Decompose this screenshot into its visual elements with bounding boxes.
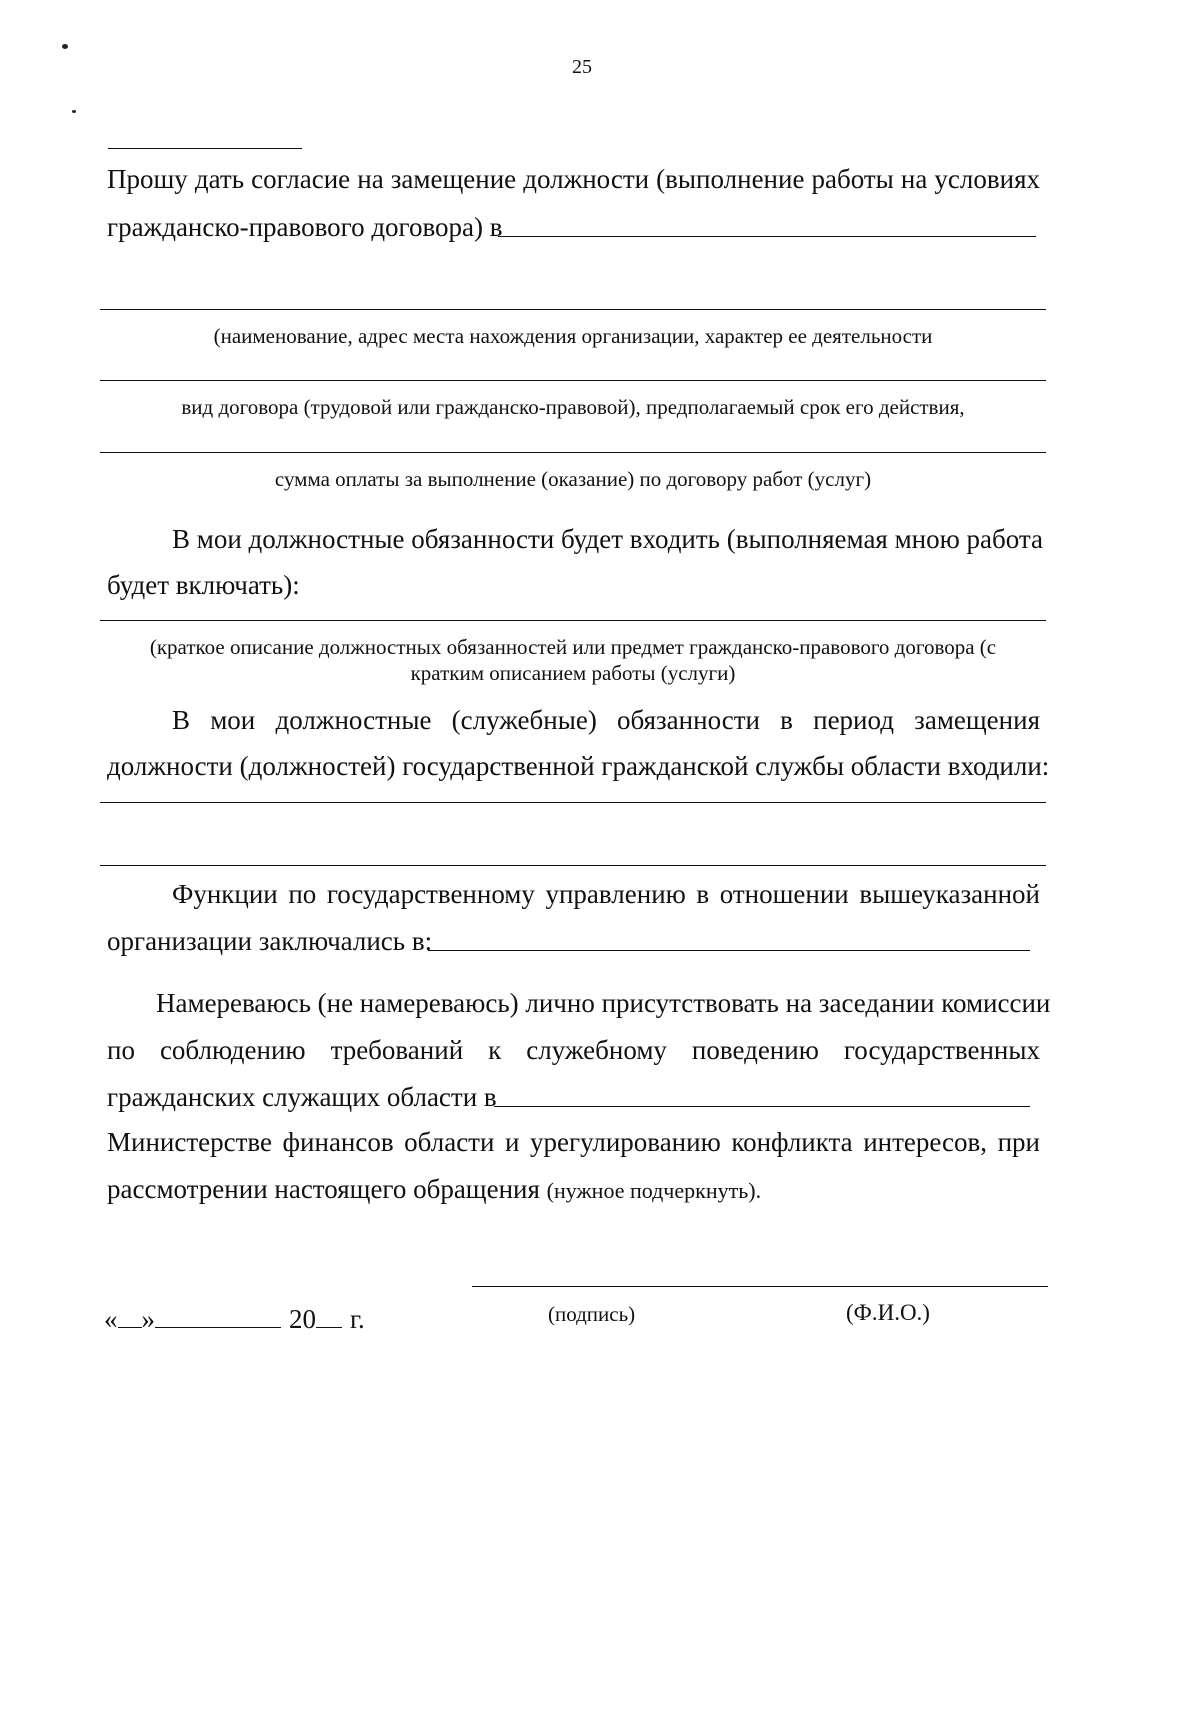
year-blank[interactable] xyxy=(316,1305,342,1328)
duties-line-1: В мои должностные обязанности будет входить (выполняемая мною работа xyxy=(172,524,1044,554)
caption-organization: (наименование, адрес места нахождения организации, характер ее деятельности xyxy=(213,324,933,348)
page-number: 25 xyxy=(572,56,592,78)
request-line-1: Прошу дать согласие на замещение должности (выполнение работы на условиях xyxy=(107,164,1040,194)
duties-blank[interactable] xyxy=(100,620,1046,621)
caption-duties-1: (краткое описание должностных обязанностей или предмет гражданско-правового договора (с xyxy=(149,635,997,659)
intent-line-5-main: рассмотрении настоящего обращения xyxy=(107,1174,540,1204)
caption-payment: сумма оплаты за выполнение (оказание) по договору работ (услуг) xyxy=(274,467,872,491)
past-duties-line-2: должности (должностей) государственной гражданской службы области входили: xyxy=(107,751,1050,781)
intent-line-4: Министерстве финансов области и урегулированию конфликта интересов, при xyxy=(107,1127,1040,1157)
request-line-2-text: гражданско-правового договора) в xyxy=(107,212,503,242)
day-blank[interactable] xyxy=(118,1305,142,1328)
year-prefix: 20 xyxy=(289,1304,316,1334)
organization-blank[interactable] xyxy=(498,236,1036,237)
quote-open: « xyxy=(104,1304,118,1334)
date-line xyxy=(104,1302,365,1336)
month-blank[interactable] xyxy=(155,1305,281,1328)
caption-contract: вид договора (трудовой или гражданско-правовой), предполагаемый срок его действия, xyxy=(181,395,965,419)
request-line-2 xyxy=(107,210,1040,244)
intent-line-5 xyxy=(107,1172,761,1208)
duties-line-2: будет включать): xyxy=(107,570,300,600)
name-label: (Ф.И.О.) xyxy=(846,1300,930,1325)
past-duties-blank-1[interactable] xyxy=(100,802,1046,803)
functions-line-2: организации заключались в: xyxy=(107,926,433,956)
intent-line-3: гражданских служащих области в xyxy=(107,1082,497,1112)
intent-line-1: Намереваюсь (не намереваюсь) лично присутствовать на заседании комиссии xyxy=(156,988,1051,1018)
intent-line-5-note: (нужное подчеркнуть). xyxy=(546,1178,762,1203)
scan-speck xyxy=(62,44,68,49)
signature-blank[interactable] xyxy=(472,1286,1048,1287)
intent-line-2: по соблюдению требований к служебному поведению государственных xyxy=(107,1035,1040,1065)
organization-details-blank[interactable] xyxy=(100,309,1046,310)
top-short-rule xyxy=(108,148,302,149)
payment-blank[interactable] xyxy=(100,452,1046,453)
year-suffix: г. xyxy=(350,1304,365,1334)
functions-blank[interactable] xyxy=(428,950,1030,951)
commission-blank[interactable] xyxy=(494,1106,1030,1107)
functions-line-1: Функции по государственному управлению в отношении вышеуказанной xyxy=(172,879,1040,909)
past-duties-line-1: В мои должностные (служебные) обязанности в период замещения xyxy=(172,705,1040,735)
quote-close: » xyxy=(141,1304,155,1334)
scan-speck xyxy=(72,110,76,113)
caption-duties-2: кратким описанием работы (услуги) xyxy=(410,661,736,685)
signature-label: (подпись) xyxy=(548,1302,636,1326)
contract-type-blank[interactable] xyxy=(100,380,1046,381)
past-duties-blank-2[interactable] xyxy=(100,865,1046,866)
